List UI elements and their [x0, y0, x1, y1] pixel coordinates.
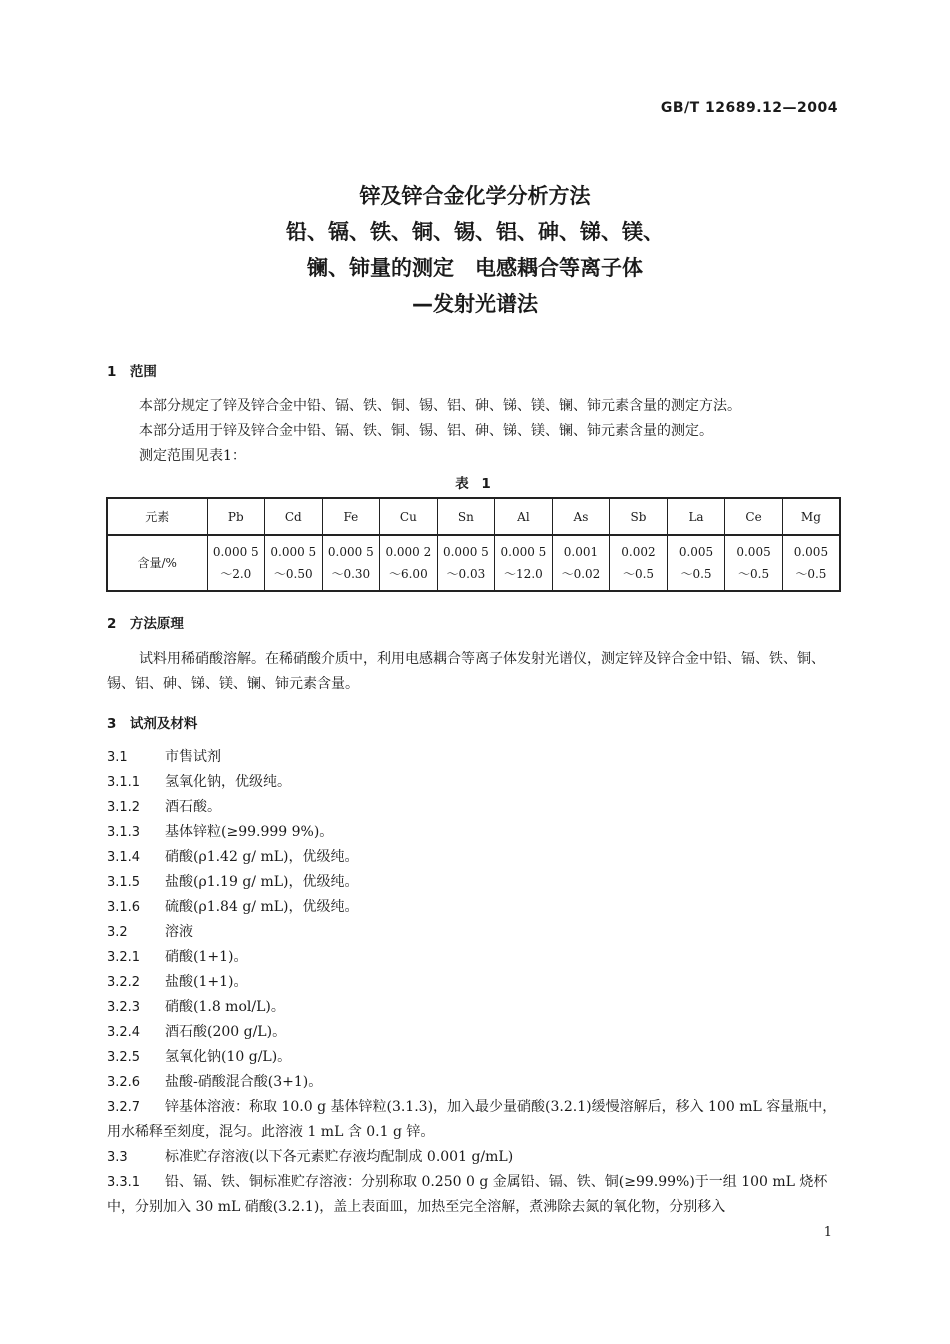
range-cell — [610, 535, 668, 591]
table-value-row — [107, 535, 840, 591]
clause-number: 3.1.6 — [107, 900, 141, 915]
clause-number: 3.2.4 — [107, 1025, 141, 1040]
clause-number: 3.1.4 — [107, 850, 141, 865]
clause-item — [107, 1045, 840, 1070]
element-cell: Fe — [322, 498, 380, 535]
section-heading-principle: 2 方法原理 — [107, 616, 184, 632]
range-high: ～6.00 — [388, 567, 428, 581]
clause-number: 3.2.6 — [107, 1075, 141, 1090]
scope-paragraph: 测定范围见表1： — [139, 448, 246, 464]
range-low: 0.000 5 — [442, 545, 489, 559]
scope-paragraph: 本部分适用于锌及锌合金中铅、镉、铁、铜、锡、铝、砷、锑、镁、镧、铈元素含量的测定。 — [139, 423, 713, 439]
clause-text: 盐酸-硝酸混合酸(3+1)。 — [165, 1074, 323, 1090]
clause-text: 硝酸(1+1)。 — [165, 949, 248, 965]
clause-number: 3.2 — [107, 925, 128, 940]
range-cell — [207, 535, 265, 591]
range-cell — [667, 535, 725, 591]
clause-text: 氢氧化钠(10 g/L)。 — [165, 1049, 292, 1065]
range-low: 0.000 5 — [212, 545, 259, 559]
page-number: 1 — [823, 1225, 832, 1240]
clause-item — [107, 970, 840, 995]
clause-number: 3.2.2 — [107, 975, 141, 990]
range-low: 0.000 5 — [500, 545, 547, 559]
clause-text: 硫酸(ρ1.84 g/ mL)，优级纯。 — [165, 899, 359, 915]
clause-item — [107, 1095, 840, 1145]
element-cell: Al — [495, 498, 553, 535]
range-cell — [322, 535, 380, 591]
range-low: 0.005 — [736, 545, 771, 559]
clause-item — [107, 870, 840, 895]
clause-text: 溶液 — [165, 924, 193, 940]
range-high: ～0.30 — [331, 567, 371, 581]
clause-item — [107, 1020, 840, 1045]
clause-item — [107, 745, 840, 770]
range-cell — [725, 535, 783, 591]
clause-number: 3.1.5 — [107, 875, 141, 890]
clause-number: 3.2.5 — [107, 1050, 141, 1065]
clause-number: 3.3 — [107, 1150, 128, 1165]
range-cell — [437, 535, 495, 591]
clause-number: 3.1.3 — [107, 825, 141, 840]
clause-text: 盐酸(ρ1.19 g/ mL)，优级纯。 — [165, 874, 359, 890]
clause-text: 铅、镉、铁、铜标准贮存溶液：分别称取 0.250 0 g 金属铅、镉、铁、铜(≥99.99%)于一组 100 mL 烧杯中，分别加入 30 mL 硝酸(3.2.1)，盖上表面皿，加热至完全溶解，煮沸除去氮的氧化物，分别移入 — [107, 1174, 828, 1215]
document-title — [0, 178, 950, 322]
scope-paragraph: 本部分规定了锌及锌合金中铅、镉、铁、铜、锡、铝、砷、锑、镁、镧、铈元素含量的测定方法。 — [139, 398, 741, 414]
range-low: 0.000 2 — [385, 545, 432, 559]
range-high: ～0.5 — [622, 567, 655, 581]
title-line: 铅、镉、铁、铜、锡、铝、砷、锑、镁、 — [286, 220, 664, 244]
row-label-cell: 含量/% — [107, 535, 207, 591]
range-low: 0.001 — [563, 545, 599, 559]
clause-number: 3.1 — [107, 750, 128, 765]
element-cell: As — [552, 498, 610, 535]
clause-item — [107, 820, 840, 845]
standard-code: GB/T 12689.12—2004 — [660, 100, 838, 116]
clause-text: 基体锌粒(≥99.999 9%)。 — [165, 824, 334, 840]
range-cell — [265, 535, 323, 591]
clause-item — [107, 1170, 840, 1220]
clause-text: 标准贮存溶液(以下各元素贮存液均配制成 0.001 g/mL) — [165, 1149, 514, 1165]
clause-number: 3.1.2 — [107, 800, 141, 815]
table-header-row — [107, 498, 840, 535]
range-low: 0.002 — [621, 545, 656, 559]
clause-text: 硝酸(ρ1.42 g/ mL)，优级纯。 — [165, 849, 359, 865]
section-heading-reagents: 3 试剂及材料 — [107, 716, 198, 732]
range-high: ～2.0 — [220, 567, 252, 581]
clause-item — [107, 1070, 840, 1095]
range-low: 0.005 — [678, 545, 714, 559]
range-low: 0.000 5 — [327, 545, 374, 559]
element-cell: La — [667, 498, 725, 535]
element-cell: Mg — [782, 498, 840, 535]
range-high: ～0.03 — [446, 567, 486, 581]
clause-item — [107, 945, 840, 970]
range-cell — [552, 535, 610, 591]
element-cell: Pb — [207, 498, 265, 535]
clause-item — [107, 995, 840, 1020]
range-high: ～0.5 — [795, 567, 827, 581]
clause-item — [107, 795, 840, 820]
clause-item — [107, 1145, 840, 1170]
range-cell — [782, 535, 840, 591]
table-header-cell: 元素 — [107, 498, 207, 535]
element-cell: Cd — [265, 498, 323, 535]
range-high: ～0.02 — [561, 567, 601, 581]
clause-item — [107, 920, 840, 945]
clause-text: 锌基体溶液：称取 10.0 g 基体锌粒(3.1.3)，加入最少量硝酸(3.2.1)缓慢溶解后，移入 100 mL 容量瓶中，用水稀释至刻度，混匀。此溶液 1 mL 含 0.1 g 锌。 — [107, 1099, 837, 1140]
range-low: 0.005 — [793, 545, 829, 559]
range-high: ～0.5 — [738, 567, 770, 581]
element-cell: Sn — [437, 498, 495, 535]
clause-item — [107, 895, 840, 920]
clause-number: 3.2.3 — [107, 1000, 141, 1015]
clause-text: 氢氧化钠，优级纯。 — [165, 774, 291, 790]
range-cell — [380, 535, 438, 591]
clause-number: 3.3.1 — [107, 1175, 141, 1190]
clause-text: 市售试剂 — [165, 749, 221, 765]
principle-paragraph: 试料用稀硝酸溶解。在稀硝酸介质中，利用电感耦合等离子体发射光谱仪，测定锌及锌合金中铅、镉、铁、铜、锡、铝、砷、锑、镁、镧、铈元素含量。 — [107, 651, 825, 692]
section-heading-scope: 1 范围 — [107, 364, 157, 380]
clause-number: 3.2.1 — [107, 950, 141, 965]
title-line: 锌及锌合金化学分析方法 — [359, 184, 591, 208]
clause-item — [107, 770, 840, 795]
title-line: —发射光谱法 — [412, 292, 538, 316]
clause-text: 盐酸(1+1)。 — [165, 974, 248, 990]
element-cell: Cu — [380, 498, 438, 535]
clause-text: 酒石酸(200 g/L)。 — [165, 1024, 287, 1040]
measurement-range-table — [106, 497, 841, 592]
clause-number: 3.2.7 — [107, 1100, 141, 1115]
clause-item — [107, 845, 840, 870]
table-caption: 表 1 — [455, 476, 495, 492]
range-cell — [495, 535, 553, 591]
clause-text: 酒石酸。 — [165, 799, 221, 815]
range-high: ～0.50 — [273, 567, 313, 581]
element-cell: Ce — [725, 498, 783, 535]
clause-text: 硝酸(1.8 mol/L)。 — [165, 999, 285, 1015]
title-line: 镧、铈量的测定 电感耦合等离子体 — [307, 256, 643, 280]
range-low: 0.000 5 — [270, 545, 317, 559]
range-high: ～0.5 — [680, 567, 712, 581]
element-cell: Sb — [610, 498, 668, 535]
range-high: ～12.0 — [504, 567, 543, 581]
clause-number: 3.1.1 — [107, 775, 141, 790]
